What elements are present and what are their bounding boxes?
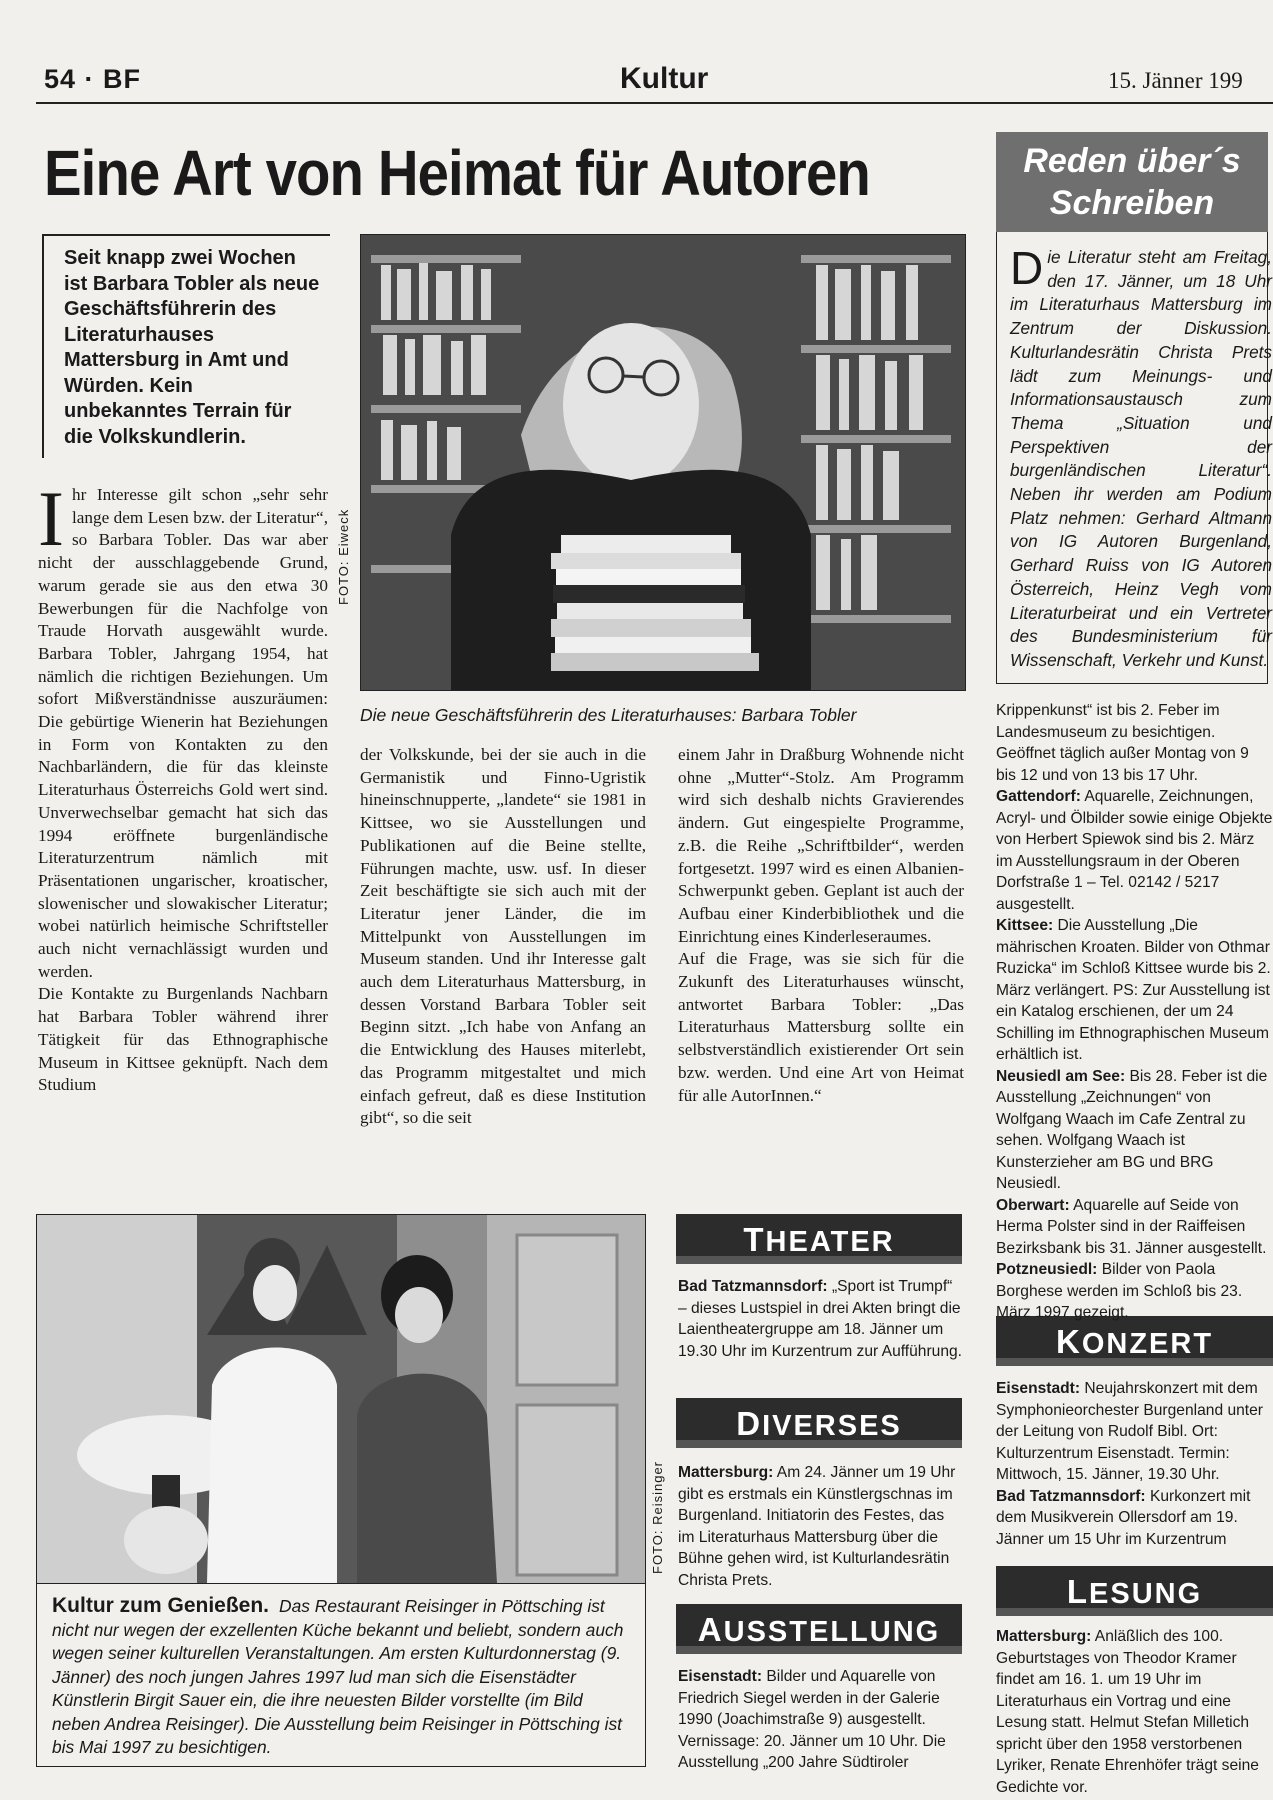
list-item	[996, 1066, 1273, 1195]
section-title: Kultur	[620, 62, 709, 95]
drop-cap: I	[38, 475, 64, 562]
portrait-photo	[360, 234, 966, 691]
list-item	[678, 1462, 964, 1591]
sidebar-text	[1010, 242, 1272, 673]
list-item-place: Bad Tatzmannsdorf:	[678, 1278, 828, 1295]
article-column-1-text-b: Die Kontakte zu Burgenlands Nachbarn hat Barbara Tobler während ihrer Tätigkeit für das Ethnographische Museum in Kittsee geknüpft. Nach dem Studium	[38, 984, 328, 1095]
list-item	[996, 1378, 1273, 1486]
list-item	[678, 1666, 964, 1774]
category-diverses: DIVERSES	[676, 1398, 962, 1448]
sidebar-body: ie Literatur steht am Freitag, den 17. Jänner, um 18 Uhr im Literaturhaus Mattersburg im Zentrum der Diskussion. Kulturlandesrätin Christa Prets lädt zum Meinungs- und Informationsaustausch zum Thema „Situation und Perspektiven der burgenländischen Literatur“. Neben ihr werden am Podium Platz nehmen: Gerhard Altmann von IG Autoren Burgenland, Gerhard Ruiss von IG Autoren Österreich, Heinz Vegh vom Literaturbeirat und ein Vertreter des Bundesministerium für Wissenschaft, Verkehr und Kunst.	[1010, 247, 1272, 670]
list-item-text: Aquarelle, Zeichnungen, Acryl- und Ölbilder sowie einige Objekte von Herbert Spiewok sind bis 2. März im Ausstellungsraum in der Oberen Dorfstraße 1 – Tel. 02142 / 5217 ausgestellt.	[996, 788, 1273, 913]
page-number-label: 54 · BF	[44, 64, 142, 94]
list-item-place: Eisenstadt:	[678, 1668, 763, 1685]
sidebar-drop-cap: D	[1010, 242, 1044, 294]
list-item-place: Neusiedl am See:	[996, 1067, 1126, 1085]
sidebar-title-line-2: Schreiben	[1049, 184, 1215, 222]
article-column-1	[38, 475, 328, 1097]
list-item	[996, 700, 1273, 786]
listing-ausstellung-continued	[996, 700, 1273, 1324]
portrait-caption: Die neue Geschäftsführerin des Literaturhauses: Barbara Tobler	[360, 705, 857, 725]
photo-credit-reisinger: FOTO: Reisinger	[650, 1460, 665, 1574]
sidebar-title	[996, 140, 1268, 224]
list-item-text: Kurkonzert mit dem Musikverein Ollersdorf am 19. Jänner um 15 Uhr im Kurzentrum	[996, 1487, 1251, 1548]
lead-text: Seit knapp zwei Wochen ist Barbara Tobler als neue Geschäftsführerin des Literaturhauses Mattersburg in Amt und Würden. Kein unbekanntes Terrain für die Volkskundlerin.	[64, 247, 320, 448]
restaurant-caption-body: Das Restaurant Reisinger in Pöttsching ist nicht nur wegen der exzellenten Küche bekannt und beliebt, sondern auch wegen seiner kulturellen Veranstaltungen. Am ersten Kulturdonnerstag (9. Jänner) des noch jungen Jahres 1997 lud man sich die Eisenstädter Künstlerin Birgit Sauer ein, die ihre neuesten Bilder vorstellte (im Bild neben Andrea Reisinger). Die Ausstellung beim Reisinger in Pöttsching ist bis Mai 1997 zu besichtigen.	[52, 1596, 624, 1757]
listing-theater	[678, 1276, 964, 1362]
list-item	[996, 1195, 1273, 1260]
category-konzert: KONZERT	[996, 1316, 1273, 1366]
portrait-photo-illustration	[361, 235, 965, 690]
list-item	[996, 1486, 1273, 1551]
sidebar-title-line-1: Reden über´s	[1023, 142, 1241, 180]
list-item-text: Aquarelle auf Seide von Herma Polster sind in der Raiffeisen Bezirksbank bis 31. Jänner ausgestellt.	[996, 1196, 1267, 1257]
article-column-3-text: einem Jahr in Draßburg Wohnende nicht ohne „Mutter“-Stolz. Am Programm wird sich deshalb nichts Gravierendes ändern. Gut eingespielte Programme, z.B. die Reihe „Schriftbilder“, werden fortgesetzt. 1997 wird es einen Albanien-Schwerpunkt geben. Geplant ist auch der Aufbau einer Kinderbibliothek und die Einrichtung eines Kinderleseraumes.	[678, 745, 964, 946]
list-item	[996, 1626, 1273, 1798]
category-lesung: LESUNG	[996, 1566, 1273, 1616]
list-item-place: Mattersburg:	[996, 1628, 1092, 1645]
list-item-place: Mattersburg:	[678, 1464, 774, 1481]
category-theater: THEATER	[676, 1214, 962, 1264]
list-item	[996, 915, 1273, 1066]
restaurant-photo	[36, 1214, 646, 1584]
listing-diverses	[678, 1462, 964, 1591]
list-item	[678, 1276, 964, 1362]
list-item-text: Bilder von Paola Borghese werden im Schloß bis 23. März 1997 gezeigt.	[996, 1261, 1243, 1321]
headline: Eine Art von Heimat für Autoren	[44, 137, 870, 209]
list-item	[996, 786, 1273, 915]
restaurant-caption-title: Kultur zum Genießen.	[52, 1594, 270, 1617]
restaurant-photo-illustration	[37, 1215, 645, 1583]
list-item-place: Kittsee:	[996, 917, 1054, 934]
restaurant-caption	[52, 1594, 630, 1760]
list-item-text: Krippenkunst“ ist bis 2. Feber im Landesmuseum zu besichtigen. Geöffnet täglich außer Montag von 9 bis 12 und von 13 bis 17 Uhr.	[996, 702, 1249, 784]
article-column-2: der Volkskunde, bei der sie auch in die Germanistik und Finno-Ugristik hineinschnupperte, „landete“ sie 1981 in Kittsee, wo sie Ausstellungen und Publikationen auf die Beine stellte, Führungen machte, usw. usf. In dieser Zeit beschäftigte sie sich auch mit der Literatur jener Länder, die im Mittelpunkt von Ausstellungen im Museum standen. Und ihr Interesse galt auch dem Literaturhaus Mattersburg, in dessen Vorstand Barbara Tobler seit Beginn sitzt. „Ich habe von Anfang an die Entwicklung des Hauses miterlebt, das Programm mitgestaltet und mich einfach gefreut, daß es diese Institution gibt“, so die seit	[360, 745, 646, 1128]
listing-konzert	[996, 1378, 1273, 1550]
article-column-3	[678, 744, 964, 1107]
list-item-place: Bad Tatzmannsdorf:	[996, 1487, 1146, 1505]
list-item-text: Neujahrskonzert mit dem Symphonieorchester Burgenland unter der Leitung von Rudolf Bibl. Ort: Kulturzentrum Eisenstadt. Termin: Mittwoch, 15. Jänner, 19.30 Uhr.	[996, 1380, 1263, 1483]
category-ausstellung: AUSSTELLUNG	[676, 1604, 962, 1654]
issue-date: 15. Jänner 199	[1108, 68, 1243, 93]
list-item-text: Bis 28. Feber ist die Ausstellung „Zeichnungen“ von Wolfgang Waach im Cafe Zentral zu sehen. Wolfgang Waach ist Kunsterzieher am BG und BRG Neusiedl.	[996, 1067, 1268, 1192]
list-item-text: „Sport ist Trumpf“ – dieses Lustspiel in drei Akten bringt die Laientheatergruppe am 18. Jänner um 19.30 Uhr im Kurzentrum zur Aufführung.	[678, 1278, 963, 1360]
list-item-place: Eisenstadt:	[996, 1380, 1081, 1397]
article-column-1-text: hr Interesse gilt schon „sehr sehr lange dem Lesen bzw. der Literatur“, so Barbara Tobler. Das war aber nicht der ausschlaggebende Grund, warum gerade sie aus den etwa 30 Bewerbungen für die Nachfolge von Traude Horvath ausgewählt wurde. Barbara Tobler, Jahrgang 1954, hat nämlich die richtigen Beziehungen. Um sofort Mißverständnisse auszuräumen: Die gebürtige Wienerin hat Beziehungen in Form von Kontakten zu den Nachbarländern, die für das kleinste Literaturhaus Österreichs Gold wert sind. Unverwechselbar gemacht hat sich das 1994 eröffnete burgenländische Literaturzentrum nämlich mit Präsentationen ungarischer, kroatischer, slowenischer und slowakischer Literatur; wobei natürlich heimische Schriftsteller auch nicht vernachlässigt wurden und werden.	[38, 485, 328, 981]
list-item-text: Anläßlich des 100. Geburtstages von Theodor Kramer findet am 16. 1. um 19 Uhr im Literaturhaus ein Vortrag und eine Lesung statt. Helmut Stefan Milletich spricht über den 1958 verstorbenen Lyriker, Renate Ehrenhöfer trägt seine Gedichte vor.	[996, 1628, 1259, 1796]
article-column-3-text-b: Auf die Frage, was sie sich für die Zukunft des Literaturhauses wünscht, antwortet Barbara Tobler: „Das Literaturhaus Mattersburg sollte ein selbstverständlich existierender Ort sein bzw. werden. Und eine Art von Heimat für alle AutorInnen.“	[678, 949, 964, 1105]
listing-lesung	[996, 1626, 1273, 1798]
list-item-place: Oberwart:	[996, 1196, 1070, 1214]
header-rule	[36, 102, 1273, 104]
list-item-place: Gattendorf:	[996, 788, 1081, 805]
listing-ausstellung	[678, 1666, 964, 1774]
list-item	[996, 1259, 1273, 1324]
list-item-text: Am 24. Jänner um 19 Uhr gibt es erstmals ein Künstlergschnas im Burgenland. Initiatorin des Festes, das im Literaturhaus Mattersburg über die Bühne gehen wird, ist Kulturlandesrätin Christa Prets.	[678, 1464, 956, 1589]
list-item-place: Potzneusiedl:	[996, 1261, 1098, 1278]
list-item-text: Die Ausstellung „Die mährischen Kroaten. Bilder von Othmar Ruzicka“ im Schloß Kittsee wurde bis 2. März verlängert. PS: Zur Ausstellung ist ein Katalog erschienen, der um 24 Schilling im Ethnographischen Museum erhältlich ist.	[996, 917, 1271, 1063]
photo-credit-eiweck: FOTO: Eiweck	[336, 508, 351, 605]
list-item-text: Bilder und Aquarelle von Friedrich Siegel werden in der Galerie 1990 (Joachimstraße 9) ausgestellt. Vernissage: 20. Jänner um 10 Uhr. Die Ausstellung „200 Jahre Südtiroler	[678, 1668, 946, 1771]
